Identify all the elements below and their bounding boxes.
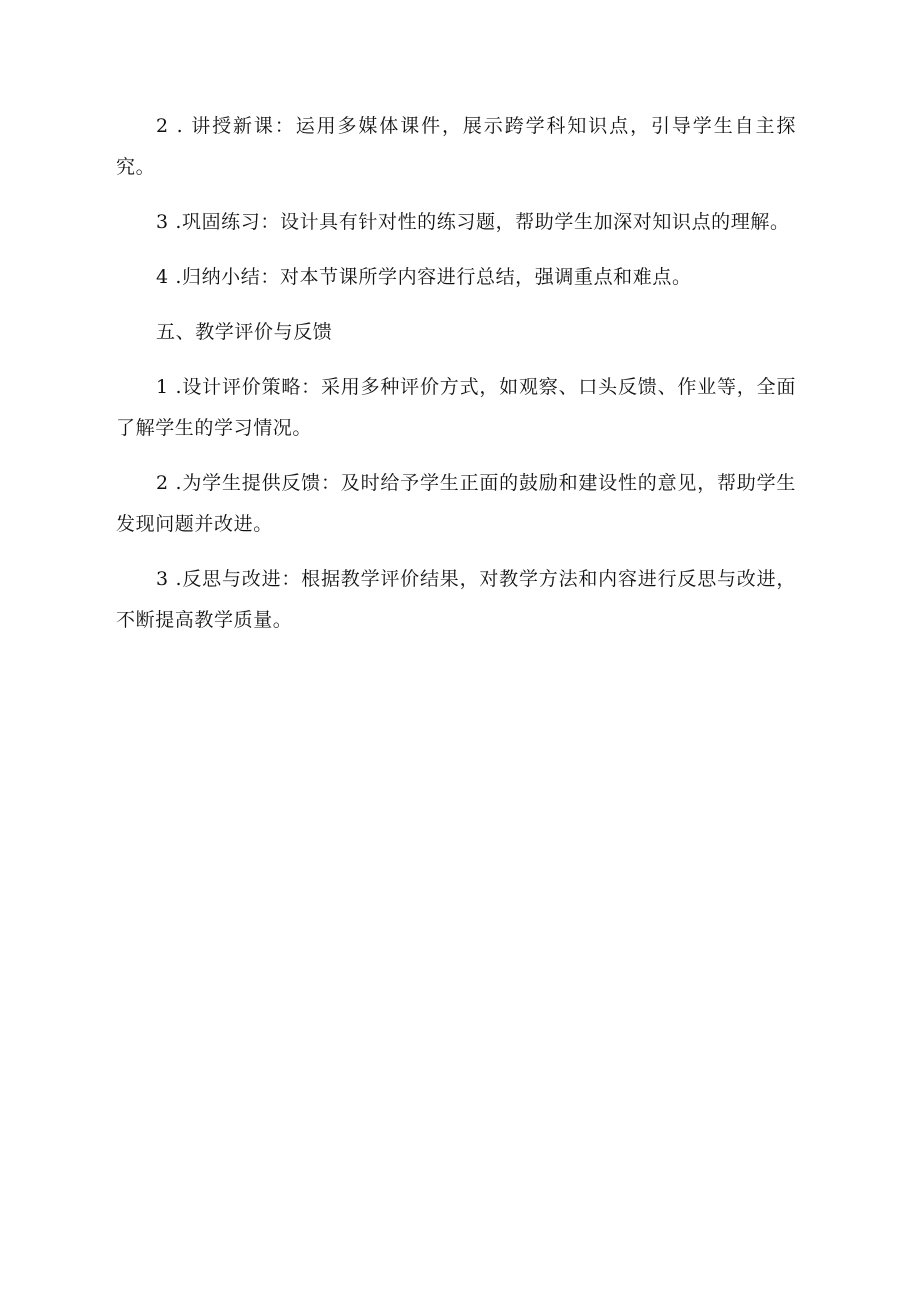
section-heading-evaluation-feedback: 五、教学评价与反馈 (156, 321, 333, 343)
document-body (116, 106, 796, 655)
paragraph-summary: 4 .归纳小结：对本节课所学内容进行总结，强调重点和难点。 (156, 266, 692, 288)
paragraph-reflection-improvement: 3 .反思与改进：根据教学评价结果，对教学方法和内容进行反思与改进，不断提高教学质量。 (116, 568, 796, 631)
paragraph-consolidation-practice: 3 .巩固练习：设计具有针对性的练习题，帮助学生加深对知识点的理解。 (156, 211, 790, 233)
paragraph-student-feedback: 2 .为学生提供反馈：及时给予学生正面的鼓励和建设性的意见，帮助学生发现问题并改进。 (116, 472, 796, 535)
paragraph-teach-new-lesson: 2 . 讲授新课：运用多媒体课件，展示跨学科知识点，引导学生自主探究。 (116, 115, 796, 178)
paragraph-evaluation-strategy: 1 .设计评价策略：采用多种评价方式，如观察、口头反馈、作业等，全面了解学生的学习情况。 (116, 376, 796, 439)
